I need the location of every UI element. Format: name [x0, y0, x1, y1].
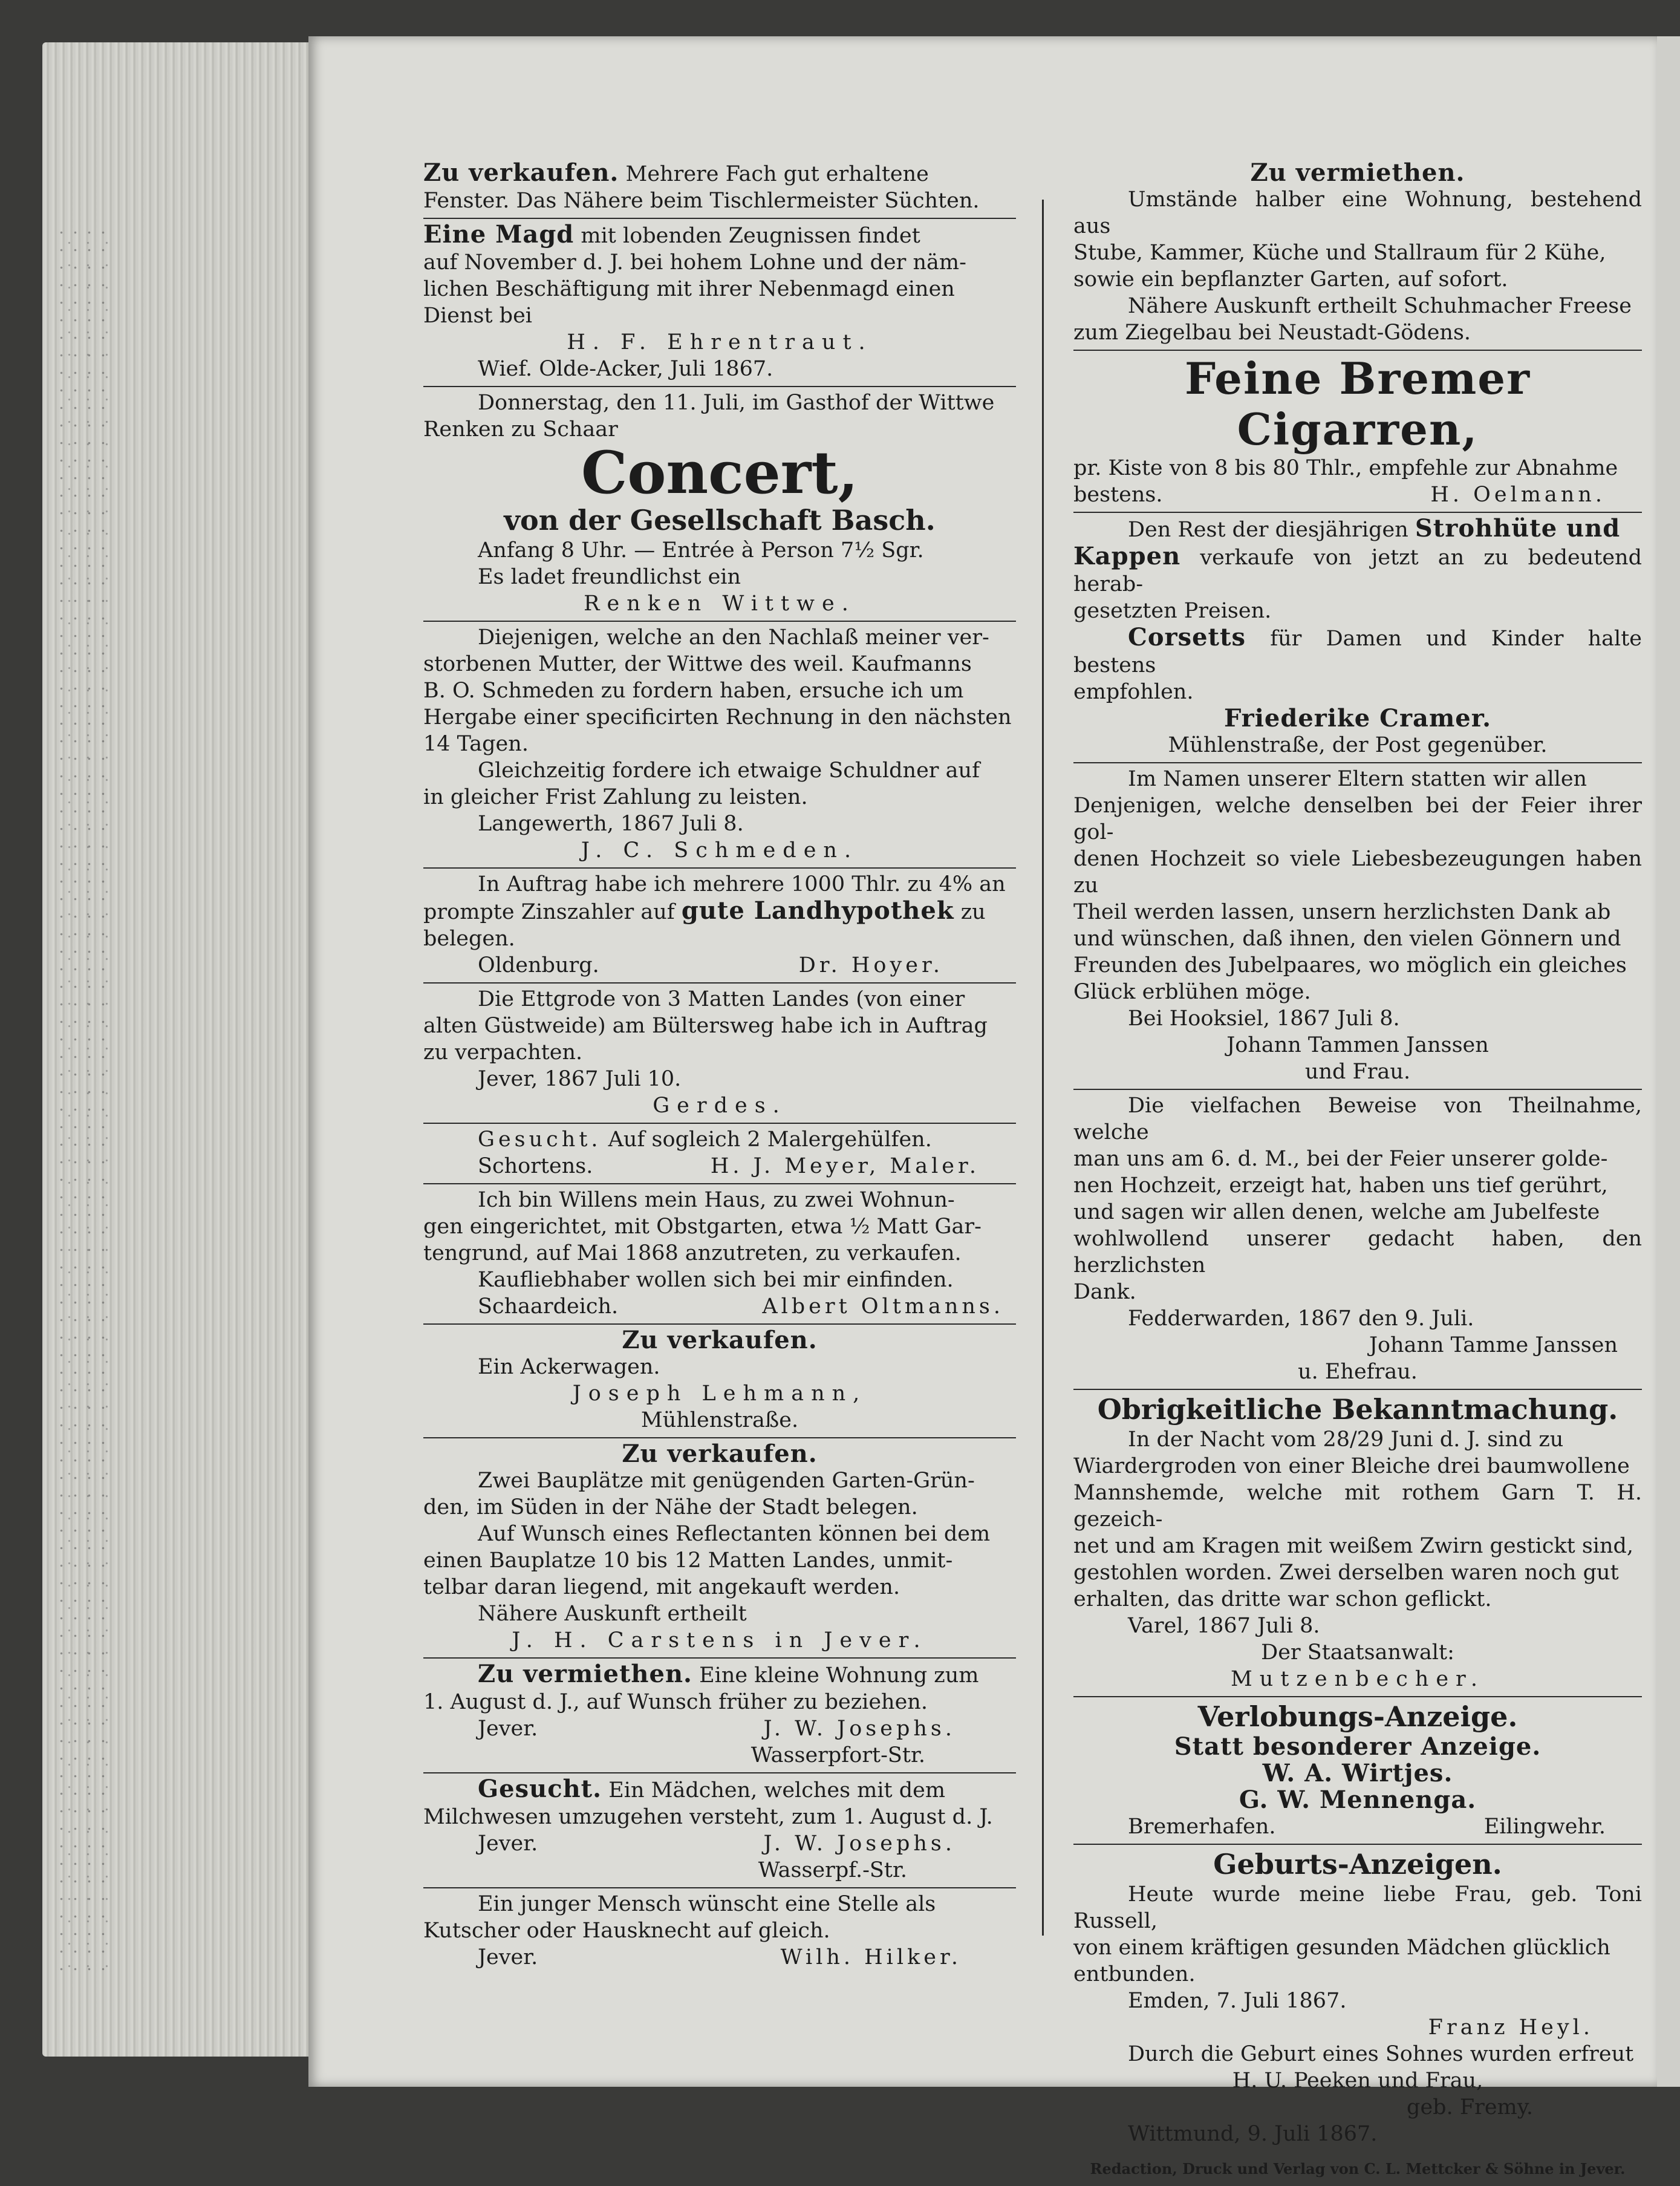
ad-bekanntmachung: Obrigkeitliche Bekanntmachung. In der Nacht vom 28/29 Juni d. J. sind zu Wiardergroden von einer Bleiche drei baumwollene Mannshemde, welche mit rothem Garn T. H. gezeich- net und am Kragen mit weißem Zwirn gestickt sind, gestohlen worden. Zwei derselben waren noch gut erhalten, das dritte war schon geflickt. Varel, 1867 Juli 8. Der Staatsanwalt: Mutzenbecher.	[1073, 1390, 1642, 1697]
ad-nachlass: Diejenigen, welche an den Nachlaß meiner ver- storbenen Mutter, der Wittwe des weil. Kaufmanns B. O. Schmeden zu fordern haben, ersuche ich um Hergabe einer specificirten Rechnung in den nächsten 14 Tagen. Gleichzeitig fordere ich etwaige Schuldner auf in gleicher Frist Zahlung zu leisten. Langewerth, 1867 Juli 8. J. C. Schmeden.	[423, 622, 1016, 869]
ad-zu-verkaufen-fenster: Zu verkaufen. Mehrere Fach gut erhaltene Fenster. Das Nähere beim Tischlermeister Süchten.	[423, 157, 1016, 219]
signature: J. W. Josephs.	[763, 1832, 956, 1856]
bekanntmachung-title: Obrigkeitliche Bekanntmachung.	[1097, 1393, 1618, 1426]
signature: Johann Tammen Janssen	[1226, 1033, 1489, 1057]
signature: J. W. Josephs.	[763, 1717, 956, 1741]
ad-landhypothek: In Auftrag habe ich mehrere 1000 Thlr. zu 4% an prompte Zinszahler auf gute Landhypothek zu belegen. Oldenburg. Dr. Hoyer.	[423, 869, 1016, 984]
signature: J. C. Schmeden.	[581, 838, 859, 863]
ad-heading: Eine Magd	[423, 220, 575, 249]
ad-maedchen-gesucht: Gesucht. Ein Mädchen, welches mit dem Milchwesen umzugehen versteht, zum 1. August d. J. Jever. J. W. Josephs. Wasserpf.-Str.	[423, 1773, 1016, 1888]
ad-verlobung: Verlobungs-Anzeige. Statt besonderer Anzeige. W. A. Wirtjes. G. W. Mennenga. Bremerhafen. Eilingwehr.	[1073, 1697, 1642, 1845]
newspaper-page	[308, 36, 1657, 2178]
ad-strohhuete: Den Rest der diesjährigen Strohhüte und Kappen verkaufe von jetzt an zu bedeutend herab- gesetzten Preisen. Corsetts für Damen und Kinder halte bestens empfohlen. Friederike Cramer. Mühlenstraße, der Post gegenüber.	[1073, 513, 1642, 763]
ad-junger-mensch: Ein junger Mensch wünscht eine Stelle als Kutscher oder Hausknecht auf gleich. Jever. Wilh. Hilker.	[423, 1892, 962, 1969]
signature: Renken Wittwe.	[584, 592, 856, 616]
ad-heading: Gesucht.	[478, 1775, 602, 1803]
signature: Johann Tamme Janssen	[1369, 1333, 1618, 1357]
ad-geburt: Geburts-Anzeigen. Heute wurde meine liebe Frau, geb. Toni Russell, von einem kräftigen gesunden Mädchen glücklich entbunden. Emden, 7. Juli 1867. Franz Heyl. Durch die Geburt eines Sohnes wurden erfreut H. U. Peeken und Frau, geb. Fremy. Wittmund, 9. Juli 1867. Redaction, Druck und Verlag von C. L. Mettcker & Söhne in Jever.	[1073, 1845, 1642, 2186]
signature: Wilh. Hilker.	[780, 1945, 962, 1969]
ad-umstaende-wohnung: Zu vermiethen. Umstände halber eine Wohnung, bestehend aus Stube, Kammer, Küche und Stallraum für 2 Kühe, sowie ein bepflanzter Garten, auf sofort. Nähere Auskunft ertheilt Schuhmacher Freese zum Ziegelbau bei Neustadt-Gödens.	[1073, 157, 1642, 351]
ad-heading: Zu verkaufen.	[622, 1326, 818, 1354]
ad-heading: Zu vermiethen.	[478, 1660, 692, 1688]
left-column	[423, 157, 1016, 1974]
verlobung-title: Verlobungs-Anzeige.	[1197, 1700, 1518, 1733]
cigarren-title: Feine Bremer Cigarren,	[1184, 353, 1531, 455]
signature: Gerdes.	[653, 1094, 787, 1118]
ad-concert: Donnerstag, den 11. Juli, im Gasthof der Wittwe Renken zu Schaar Concert, von der Gesellschaft Basch. Anfang 8 Uhr. — Entrée à Person 7½ Sgr. Es ladet freundlichst ein Renken Wittwe.	[423, 387, 1016, 622]
book-edge	[42, 42, 308, 2057]
ad-heading: Zu verkaufen.	[622, 1440, 818, 1468]
ad-cigarren: Feine Bremer Cigarren, pr. Kiste von 8 bis 80 Thlr., empfehle zur Abnahme bestens. H. Oelmann.	[1073, 351, 1642, 513]
signature: Der Staatsanwalt:	[1261, 1640, 1454, 1665]
signature: H. F. Ehrentraut.	[567, 330, 873, 354]
column-divider	[1042, 200, 1044, 1936]
signature: Dr. Hoyer.	[798, 953, 943, 977]
right-column	[1073, 157, 1642, 2186]
ad-wohnung-vermiethen: Zu vermiethen. Eine kleine Wohnung zum 1. August d. J., auf Wunsch früher zu beziehen. Jever. J. W. Josephs. Wasserpfort-Str.	[423, 1659, 1016, 1773]
ad-haus-verkaufen: Ich bin Willens mein Haus, zu zwei Wohnun- gen eingerichtet, mit Obstgarten, etwa ½ Matt Gar- tengrund, auf Mai 1868 anzutreten, zu verkaufen. Kaufliebhaber wollen sich bei mir einfinden. Schaardeich. Albert Oltmanns.	[423, 1184, 1016, 1325]
ad-dank-goldene-hochzeit-1: Im Namen unserer Eltern statten wir allen Denjenigen, welche denselben bei der Feier ihrer gol- denen Hochzeit so viele Liebesbezeugungen haben zu Theil werden lassen, unsern herzlichsten Dank ab und wünschen, daß ihnen, den vielen Gönnern und Freunden des Jubelpaares, wo möglich ein gleiches Glück erblühen möge. Bei Hooksiel, 1867 Juli 8. Johann Tammen Janssen und Frau.	[1073, 763, 1642, 1090]
signature: Albert Oltmanns.	[762, 1294, 1004, 1319]
signature: J. H. Carstens in Jever.	[512, 1628, 928, 1653]
ad-dank-goldene-hochzeit-2: Die vielfachen Beweise von Theilnahme, welche man uns am 6. d. M., bei der Feier unserer golde- nen Hochzeit, erzeigt hat, haben uns tief gerührt, und sagen wir allen denen, welche am Jubelfeste wohlwollend unserer gedacht haben, den herzlichsten Dank. Fedderwarden, 1867 den 9. Juli. Johann Tamme Janssen u. Ehefrau.	[1073, 1090, 1642, 1390]
ad-malergehuelfen: Gesucht. Auf sogleich 2 Malergehülfen. Schortens. H. J. Meyer, Maler.	[423, 1124, 1016, 1184]
ad-heading: Zu verkaufen.	[423, 158, 619, 187]
signature: H. Oelmann.	[1430, 483, 1606, 507]
ad-ettgrode: Die Ettgrode von 3 Matten Landes (von einer alten Güstweide) am Bültersweg habe ich in Auftrag zu verpachten. Jever, 1867 Juli 10. Gerdes.	[423, 984, 1016, 1124]
signature: Friederike Cramer.	[1223, 704, 1492, 732]
next-page-strip	[1657, 36, 1680, 2087]
paper-specks	[54, 224, 115, 1978]
ad-bauplaetze: Zu verkaufen. Zwei Bauplätze mit genügenden Garten-Grün- den, im Süden in der Nähe der Stadt belegen. Auf Wunsch eines Reflectanten können bei dem einen Bauplatze 10 bis 12 Matten Landes, unmit- telbar daran liegend, mit angekauft werden. Nähere Auskunft ertheilt J. H. Carstens in Jever.	[423, 1438, 1016, 1659]
signature: Joseph Lehmann,	[572, 1382, 867, 1406]
signature: Franz Heyl.	[1428, 2015, 1594, 2040]
signature: H. J. Meyer, Maler.	[710, 1154, 980, 1178]
ad-magd: Eine Magd mit lobenden Zeugnissen findet auf November d. J. bei hohem Lohne und der näm- lichen Beschäftigung mit ihrer Nebenmagd einen Dienst bei H. F. Ehrentraut. Wief. Olde-Acker, Juli 1867.	[423, 219, 1016, 387]
ad-ackerwagen: Zu verkaufen. Ein Ackerwagen. Joseph Lehmann, Mühlenstraße.	[423, 1325, 1016, 1438]
concert-title: Concert,	[581, 439, 859, 507]
geburt-title: Geburts-Anzeigen.	[1213, 1848, 1502, 1881]
ad-heading: Zu vermiethen.	[1250, 158, 1465, 187]
imprint: Redaction, Druck und Verlag von C. L. Mettcker & Söhne in Jever.	[1090, 2160, 1626, 2178]
